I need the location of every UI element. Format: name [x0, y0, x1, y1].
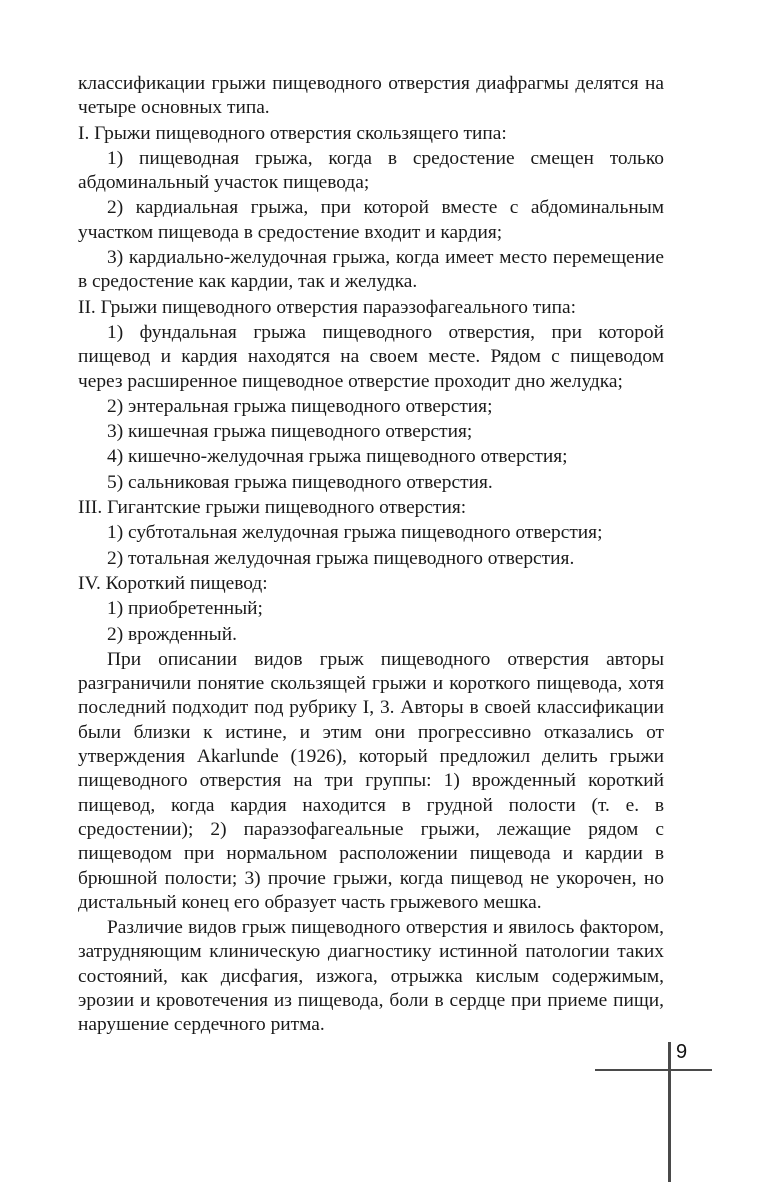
list-item-2-1: 1) фундальная грыжа пищеводного отверстия, при которой пищевод и кардия находятся на своем месте. Рядом с пищеводом через расширенное пищеводное отверстие проходит дно желудка; — [78, 321, 664, 392]
list-item-1-3: 3) кардиально-желудочная грыжа, когда имеет место перемещение в средостение как кардии, так и желудка. — [78, 247, 664, 293]
list-item-4-1: 1) приобретенный; — [107, 598, 263, 620]
heading-type-3: III. Гигантские грыжи пищеводного отверстия: — [78, 497, 467, 519]
paragraph-conclusion: Различие видов грыж пищеводного отверстия и явилось фактором, затрудняющим клиническую диагностику истинной патологии таких состояний, как дисфагия, изжога, отрыжка кислым содержимым, эрозии и кровотечения из пищевода, боли в сердце при приеме пищи, нарушение сердечного ритма. — [78, 917, 664, 1036]
list-item-2-3: 3) кишечная грыжа пищеводного отверстия; — [107, 421, 473, 443]
page-number: 9 — [676, 1041, 688, 1063]
heading-type-4: IV. Короткий пищевод: — [78, 572, 268, 594]
list-item-2-4: 4) кишечно-желудочная грыжа пищеводного отверстия; — [107, 446, 568, 468]
paragraph-description: При описании видов грыж пищеводного отверстия авторы разграничили понятие скользящей грыжи и короткого пищевода, хотя последний подходит под рубрику I, 3. Авторы в своей классификации были близки к истине, и этим они прогрессивно отказались от утверждения Akarlunde (1926), который предложил делить грыжи пищеводного отверстия на три группы: 1) врожденный короткий пищевод, когда кардия находится в грудной полости (т. е. в средостении); 2) параэзофагеальные грыжи, лежащие рядом с пищеводом при нормальном расположении пищевода и кардии в брюшной полости; 3) прочие грыжи, когда пищевод не укорочен, но дистальный конец его образует часть грыжевого мешка. — [78, 648, 664, 913]
list-item-4-2: 2) врожденный. — [107, 623, 237, 645]
heading-type-1: I. Грыжи пищеводного отверстия скользящего типа: — [78, 122, 507, 144]
paragraph-intro: классификации грыжи пищеводного отверстия диафрагмы делятся на четыре основных типа. — [78, 73, 664, 119]
corner-rule-horizontal — [595, 1069, 712, 1071]
list-item-3-2: 2) тотальная желудочная грыжа пищеводного отверстия. — [107, 547, 575, 569]
list-item-1-1: 1) пищеводная грыжа, когда в средостение смещен только абдоминальный участок пищевода; — [78, 147, 664, 194]
list-item-1-2: 2) кардиальная грыжа, при которой вместе с абдоминальным участком пищевода в средостение входит и кардия; — [78, 197, 664, 243]
page-body — [78, 72, 664, 1038]
list-item-2-2: 2) энтеральная грыжа пищеводного отверстия; — [107, 395, 493, 417]
list-item-2-5: 5) сальниковая грыжа пищеводного отверстия. — [107, 471, 493, 493]
list-item-3-1: 1) субтотальная желудочная грыжа пищеводного отверстия; — [107, 522, 603, 544]
heading-type-2: II. Грыжи пищеводного отверстия параэзофагеального типа: — [78, 296, 576, 318]
corner-rule-vertical — [668, 1042, 671, 1182]
